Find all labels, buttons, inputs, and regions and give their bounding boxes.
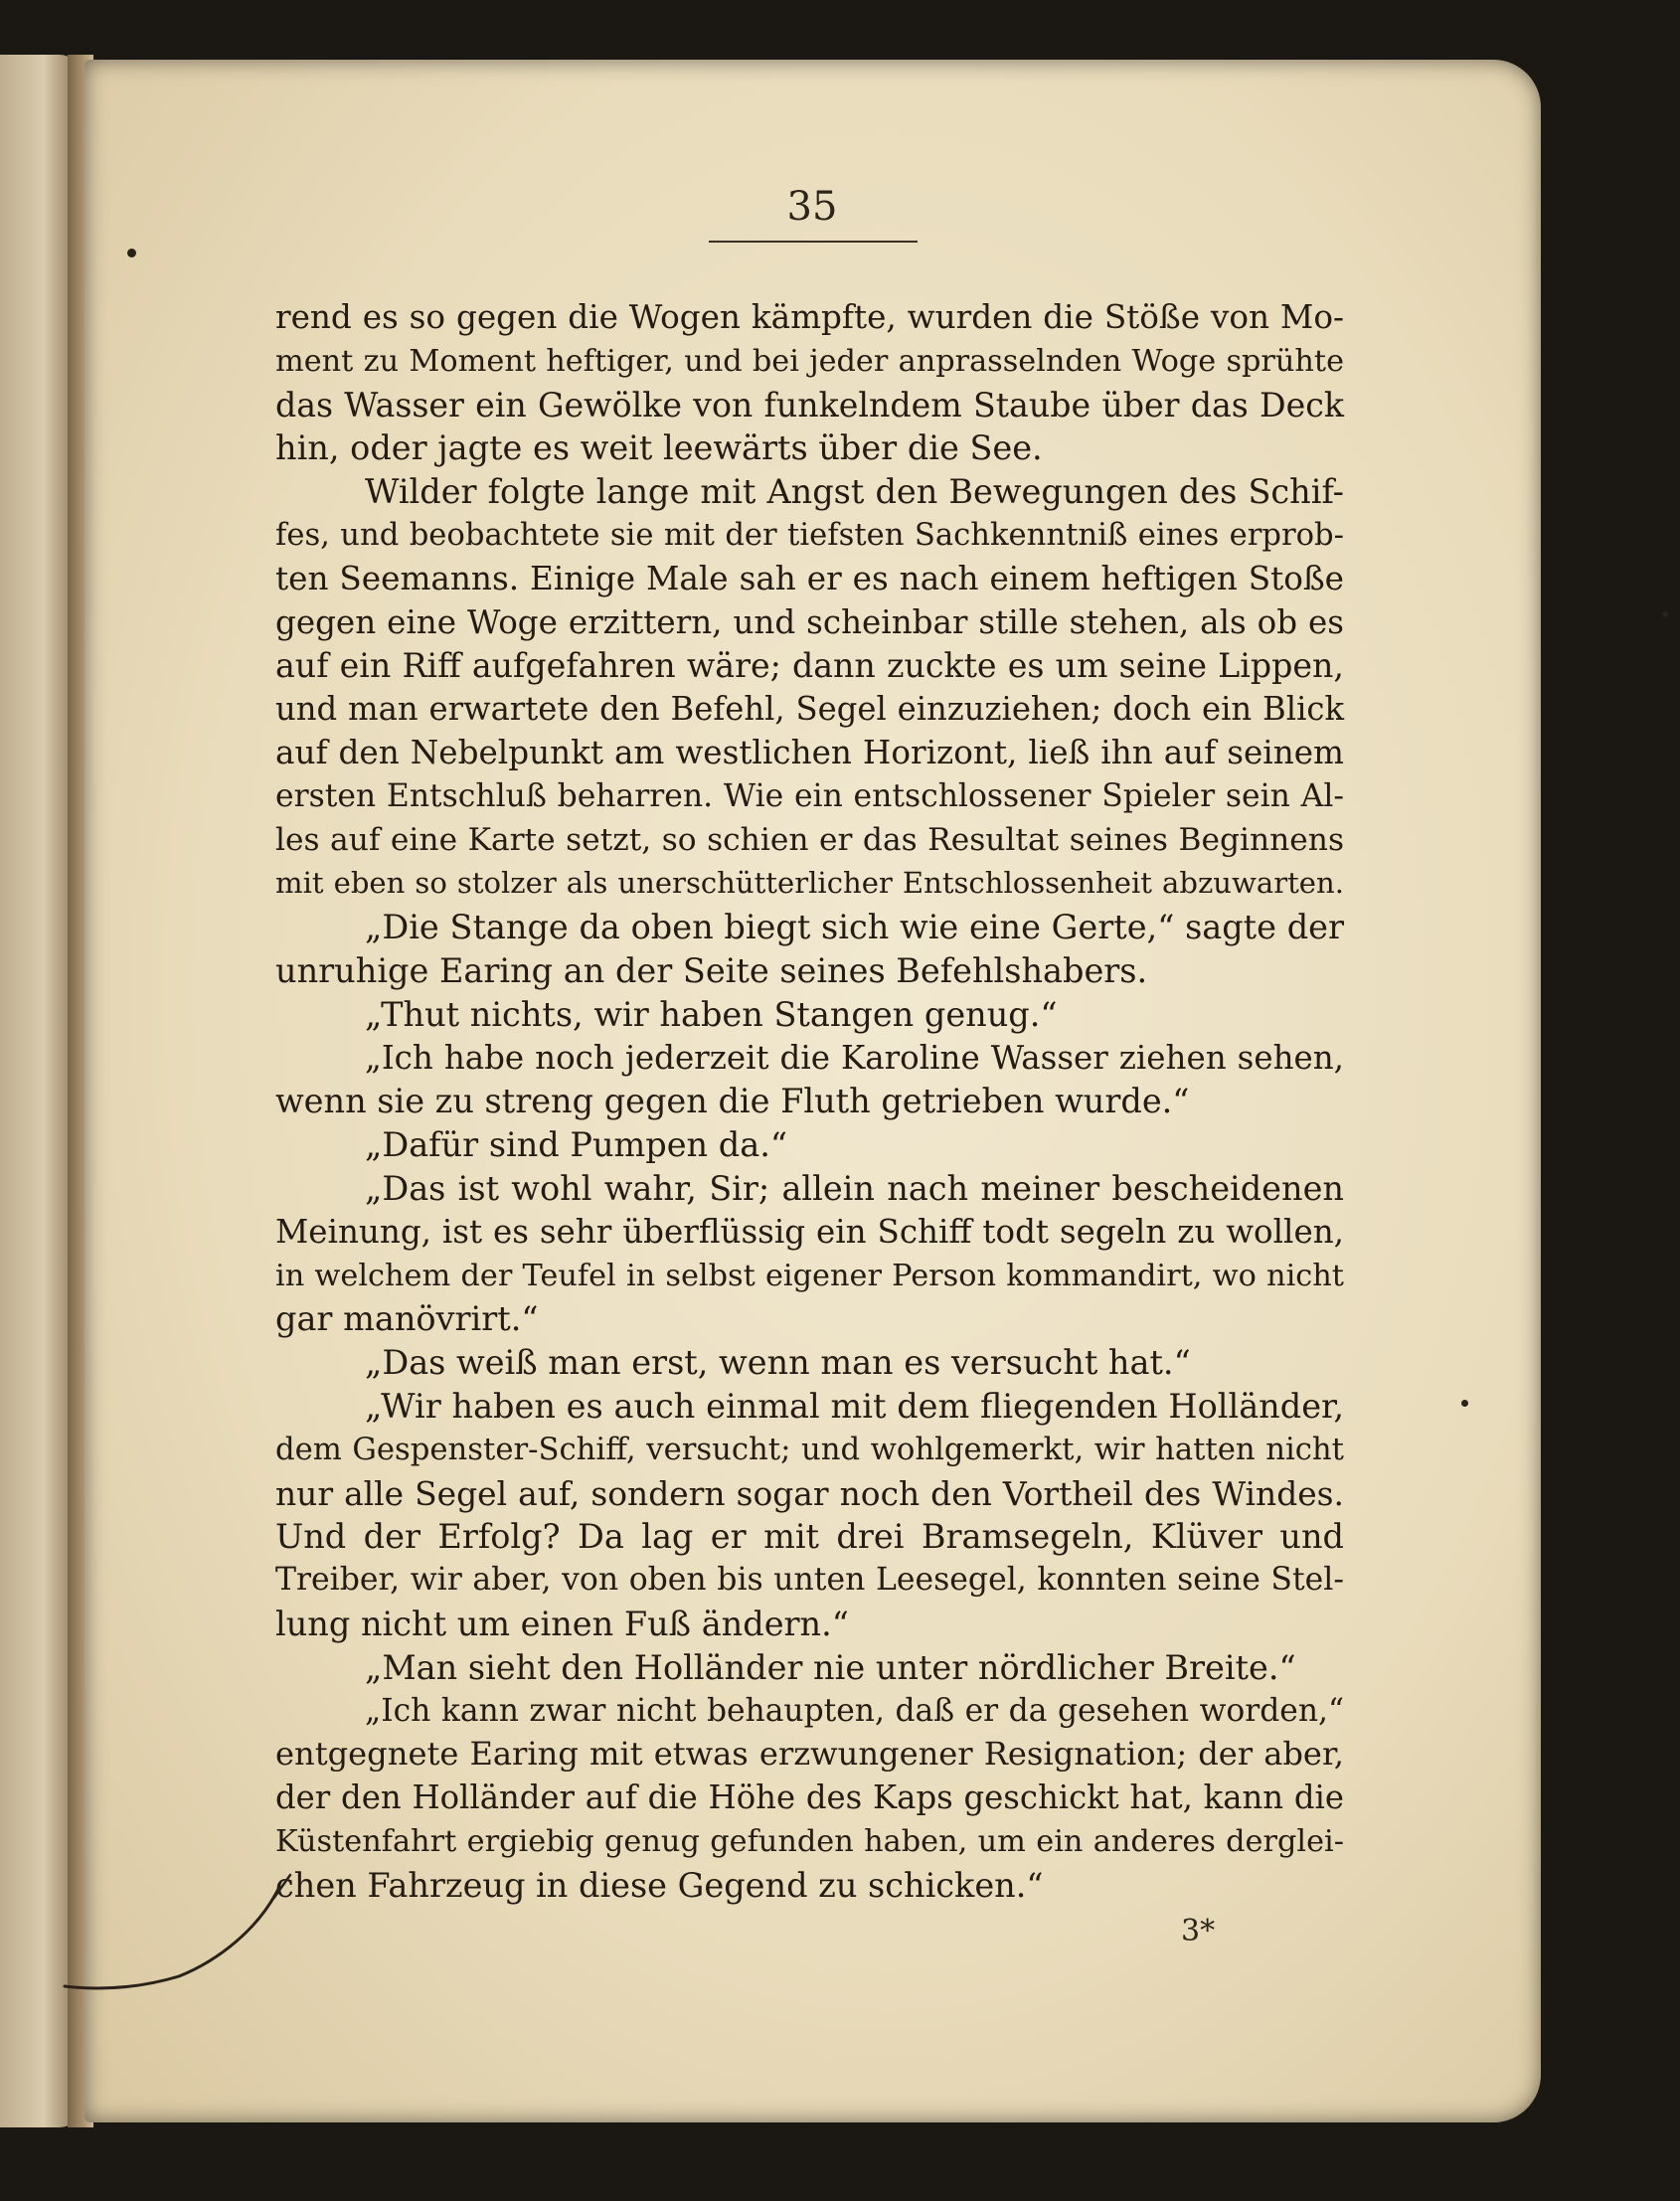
- text-line: entgegnete Earing mit etwas erzwungener Resignation; der aber,: [275, 1735, 1344, 1774]
- body-text: [275, 296, 1344, 1907]
- text-line: Küstenfahrt ergiebig genug gefunden haben, um ein anderes derglei-: [275, 1823, 1344, 1859]
- page-number: 35: [786, 184, 838, 230]
- text-line: chen Fahrzeug in diese Gegend zu schicken.“: [275, 1865, 1044, 1905]
- text-line: in welchem der Teufel in selbst eigener Person kommandirt, wo nicht: [275, 1258, 1344, 1293]
- text-line: „Wir haben es auch einmal mit dem fliegenden Holländer,: [365, 1386, 1344, 1426]
- text-line: „Thut nichts, wir haben Stangen genug.“: [365, 994, 1058, 1034]
- text-line: „Die Stange da oben biegt sich wie eine Gerte,“ sagte der: [365, 908, 1344, 947]
- header-rule: [709, 241, 918, 243]
- text-line: Treiber, wir aber, von oben bis unten Leesegel, konnten seine Stel-: [275, 1562, 1344, 1599]
- text-line: hin, oder jagte es weit leewärts über die See.: [275, 428, 1043, 468]
- text-line: ment zu Moment heftiger, und bei jeder anprasselnden Woge sprühte: [275, 343, 1344, 379]
- text-line: ersten Entschluß beharren. Wie ein entschlossener Spieler sein Al-: [275, 777, 1344, 814]
- text-line: lung nicht um einen Fuß ändern.“: [275, 1604, 849, 1643]
- text-line: gegen eine Woge erzittern, und scheinbar stille stehen, als ob es: [275, 602, 1344, 641]
- text-line: nur alle Segel auf, sondern sogar noch den Vortheil des Windes.: [275, 1473, 1344, 1513]
- text-line: Meinung, ist es sehr überflüssig ein Schiff todt segeln zu wollen,: [275, 1212, 1344, 1251]
- text-line: unruhige Earing an der Seite seines Befehlshabers.: [275, 950, 1148, 990]
- text-line: der den Holländer auf die Höhe des Kaps geschickt hat, kann die: [275, 1778, 1344, 1817]
- text-line: gar manövrirt.“: [275, 1299, 539, 1339]
- text-line: „Dafür sind Pumpen da.“: [365, 1125, 787, 1165]
- text-line: fes, und beobachtete sie mit der tiefsten Sachkenntniß eines erprob-: [275, 517, 1344, 553]
- text-line: auf den Nebelpunkt am westlichen Horizont, ließ ihn auf seinem: [275, 733, 1344, 771]
- text-line: das Wasser ein Gewölke von funkelndem Staube über das Deck: [275, 385, 1344, 424]
- text-line: „Ich habe noch jederzeit die Karoline Wasser ziehen sehen,: [365, 1038, 1344, 1077]
- text-line: „Man sieht den Holländer nie unter nördlicher Breite.“: [365, 1647, 1296, 1687]
- text-line: „Ich kann zwar nicht behaupten, daß er da gesehen worden,“: [365, 1692, 1344, 1729]
- text-line: „Das weiß man erst, wenn man es versucht hat.“: [365, 1343, 1191, 1383]
- text-line: auf ein Riff aufgefahren wäre; dann zuckte es um seine Lippen,: [275, 646, 1344, 686]
- text-line: Wilder folgte lange mit Angst den Bewegungen des Schif-: [365, 472, 1344, 512]
- ink-speck: [1662, 611, 1668, 617]
- text-line: dem Gespenster-Schiff, versucht; und wohlgemerkt, wir hatten nicht: [275, 1432, 1344, 1467]
- text-line: und man erwartete den Befehl, Segel einzuziehen; doch ein Blick: [275, 690, 1344, 729]
- text-line: Und der Erfolg? Da lag er mit drei Bramsegeln, Klüver und: [275, 1517, 1344, 1557]
- text-line: rend es so gegen die Wogen kämpfte, wurden die Stöße von Mo-: [275, 298, 1344, 336]
- text-line: ten Seemanns. Einige Male sah er es nach einem heftigen Stoße: [275, 559, 1344, 597]
- text-line: les auf eine Karte setzt, so schien er das Resultat seines Beginnens: [275, 821, 1344, 858]
- text-line: „Das ist wohl wahr, Sir; allein nach meiner bescheidenen: [365, 1168, 1344, 1208]
- pencil-scribble: [60, 1869, 298, 1998]
- text-line: wenn sie zu streng gegen die Fluth getrieben wurde.“: [275, 1082, 1190, 1121]
- ink-speck: [127, 249, 136, 257]
- printer-signature-mark: 3*: [1181, 1914, 1216, 1948]
- ink-speck: [1461, 1400, 1468, 1407]
- text-line: mit eben so stolzer als unerschütterlicher Entschlossenheit abzuwarten.: [275, 866, 1344, 901]
